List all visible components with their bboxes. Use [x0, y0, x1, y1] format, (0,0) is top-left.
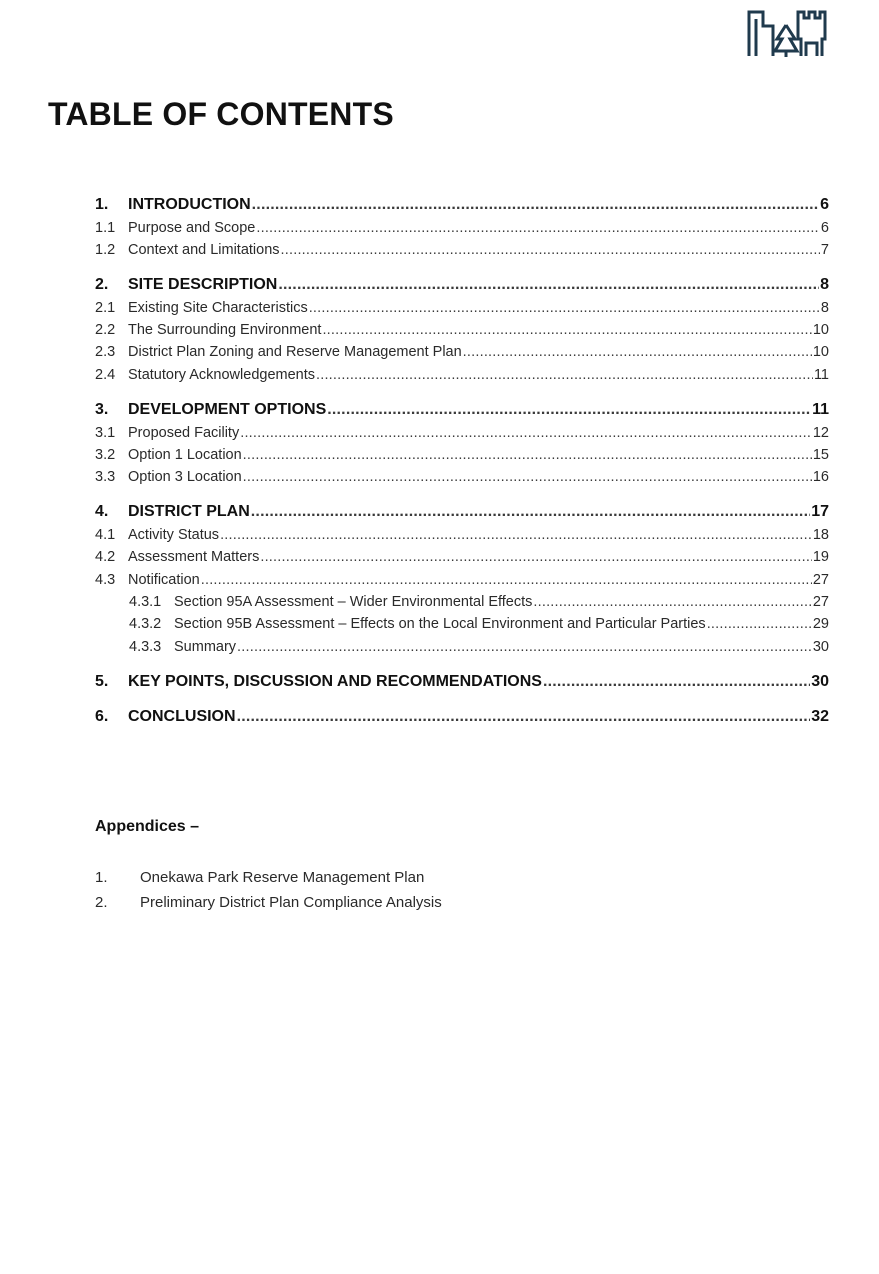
- dot-leader: [256, 220, 820, 236]
- toc-subsection-entry[interactable]: [95, 639, 829, 655]
- toc-entry-number: 1.1: [95, 220, 116, 236]
- toc-entry-number: 2.3: [95, 344, 116, 360]
- toc-entry-label: Purpose and Scope: [128, 220, 256, 236]
- toc-entry-page-number: 10: [812, 322, 829, 338]
- dot-leader: [220, 527, 812, 543]
- appendix-number: 1.: [95, 869, 108, 886]
- toc-entry-number: 2.4: [95, 367, 116, 383]
- company-logo-icon: [746, 9, 828, 59]
- toc-entry-number: 3.1: [95, 425, 116, 441]
- toc-entry-page-number: 10: [812, 344, 829, 360]
- toc-entry-page-number: 12: [812, 425, 829, 441]
- dot-leader: [240, 425, 812, 441]
- toc-entry-number: 4.3.1: [129, 594, 162, 610]
- toc-entry-number: 4.: [95, 503, 109, 520]
- toc-section-entry[interactable]: [95, 503, 829, 521]
- toc-entry-page-number: 15: [812, 447, 829, 463]
- toc-entry-number: 2.1: [95, 300, 116, 316]
- toc-entry-label: Proposed Facility: [128, 425, 240, 441]
- toc-entry-label: Assessment Matters: [128, 549, 260, 565]
- dot-leader: [316, 367, 813, 383]
- toc-entry-label: The Surrounding Environment: [128, 322, 322, 338]
- toc-entry-label: INTRODUCTION: [128, 196, 251, 213]
- toc-entry-number: 3.: [95, 401, 109, 418]
- toc-entry-label: Notification: [128, 572, 200, 588]
- toc-entry-page-number: 30: [811, 673, 829, 690]
- toc-entry-label: SITE DESCRIPTION: [128, 276, 278, 293]
- toc-entry-label: Statutory Acknowledgements: [128, 367, 315, 383]
- toc-section-entry[interactable]: [95, 708, 829, 726]
- dot-leader: [707, 616, 812, 632]
- toc-subsection-entry[interactable]: [95, 300, 829, 316]
- toc-entry-page-number: 8: [820, 300, 829, 316]
- toc-entry-number: 1.: [95, 196, 109, 213]
- dot-leader: [533, 594, 811, 610]
- toc-section-entry[interactable]: [95, 673, 829, 691]
- appendix-item: [95, 869, 424, 886]
- dot-leader: [201, 572, 812, 588]
- toc-entry-page-number: 29: [812, 616, 829, 632]
- toc-entry-number: 2.: [95, 276, 109, 293]
- toc-entry-number: 4.2: [95, 549, 116, 565]
- toc-entry-number: 4.3.3: [129, 639, 162, 655]
- dot-leader: [322, 322, 811, 338]
- toc-entry-number: 2.2: [95, 322, 116, 338]
- toc-subsection-entry[interactable]: [95, 344, 829, 360]
- dot-leader: [237, 639, 812, 655]
- toc-subsection-entry[interactable]: [95, 447, 829, 463]
- toc-entry-label: Section 95B Assessment – Effects on the Local Environment and Particular Parties: [174, 616, 706, 632]
- dot-leader: [237, 708, 811, 726]
- dot-leader: [251, 503, 810, 521]
- toc-entry-page-number: 32: [811, 708, 829, 725]
- toc-entry-label: Activity Status: [128, 527, 220, 543]
- toc-subsection-entry[interactable]: [95, 572, 829, 588]
- toc-subsection-entry[interactable]: [95, 220, 829, 236]
- dot-leader: [252, 196, 819, 214]
- toc-subsection-entry[interactable]: [95, 425, 829, 441]
- toc-subsection-entry[interactable]: [95, 527, 829, 543]
- appendix-label: Onekawa Park Reserve Management Plan: [140, 869, 425, 886]
- toc-subsection-entry[interactable]: [95, 242, 829, 258]
- toc-entry-number: 4.3.2: [129, 616, 162, 632]
- toc-subsection-entry[interactable]: [95, 616, 829, 632]
- toc-entry-label: DISTRICT PLAN: [128, 503, 250, 520]
- toc-entry-page-number: 7: [820, 242, 829, 258]
- toc-entry-page-number: 30: [812, 639, 829, 655]
- appendix-label: Preliminary District Plan Compliance Analysis: [140, 894, 442, 911]
- toc-subsection-entry[interactable]: [95, 322, 829, 338]
- toc-subsection-entry[interactable]: [95, 594, 829, 610]
- toc-entry-page-number: 11: [813, 367, 829, 383]
- toc-entry-label: Existing Site Characteristics: [128, 300, 308, 316]
- toc-entry-number: 3.2: [95, 447, 116, 463]
- toc-entry-number: 5.: [95, 673, 109, 690]
- toc-entry-page-number: 17: [811, 503, 829, 520]
- dot-leader: [243, 447, 812, 463]
- page-title: TABLE OF CONTENTS: [48, 96, 394, 132]
- dot-leader: [543, 673, 810, 691]
- toc-entry-label: Context and Limitations: [128, 242, 280, 258]
- toc-entry-number: 4.1: [95, 527, 116, 543]
- toc-entry-label: Option 1 Location: [128, 447, 242, 463]
- toc-entry-page-number: 27: [812, 594, 829, 610]
- toc-entry-page-number: 27: [812, 572, 829, 588]
- toc-entry-label: CONCLUSION: [128, 708, 236, 725]
- toc-entry-label: KEY POINTS, DISCUSSION AND RECOMMENDATIONS: [128, 673, 542, 690]
- toc-entry-label: Option 3 Location: [128, 469, 242, 485]
- dot-leader: [278, 276, 819, 294]
- toc-entry-page-number: 8: [820, 276, 829, 293]
- toc-section-entry[interactable]: [95, 196, 829, 214]
- toc-entry-page-number: 18: [812, 527, 829, 543]
- toc-entry-page-number: 6: [820, 196, 829, 213]
- appendices-heading: Appendices –: [95, 818, 200, 835]
- dot-leader: [327, 401, 811, 419]
- toc-subsection-entry[interactable]: [95, 549, 829, 565]
- dot-leader: [243, 469, 812, 485]
- toc-subsection-entry[interactable]: [95, 367, 829, 383]
- toc-entry-page-number: 19: [812, 549, 829, 565]
- toc-entry-label: Section 95A Assessment – Wider Environmental Effects: [174, 594, 533, 610]
- appendix-item: [95, 894, 442, 911]
- toc-entry-number: 3.3: [95, 469, 116, 485]
- toc-section-entry[interactable]: [95, 401, 829, 419]
- toc-entry-page-number: 11: [812, 401, 829, 418]
- dot-leader: [281, 242, 820, 258]
- toc-entry-number: 6.: [95, 708, 109, 725]
- toc-subsection-entry[interactable]: [95, 469, 829, 485]
- dot-leader: [309, 300, 820, 316]
- toc-entry-label: District Plan Zoning and Reserve Management Plan: [128, 344, 462, 360]
- toc-entry-label: DEVELOPMENT OPTIONS: [128, 401, 327, 418]
- appendix-number: 2.: [95, 894, 108, 911]
- toc-entry-page-number: 6: [820, 220, 829, 236]
- toc-entry-number: 4.3: [95, 572, 116, 588]
- dot-leader: [463, 344, 812, 360]
- toc-section-entry[interactable]: [95, 276, 829, 294]
- toc-entry-page-number: 16: [812, 469, 829, 485]
- toc-entry-label: Summary: [174, 639, 237, 655]
- dot-leader: [260, 549, 812, 565]
- toc-entry-number: 1.2: [95, 242, 116, 258]
